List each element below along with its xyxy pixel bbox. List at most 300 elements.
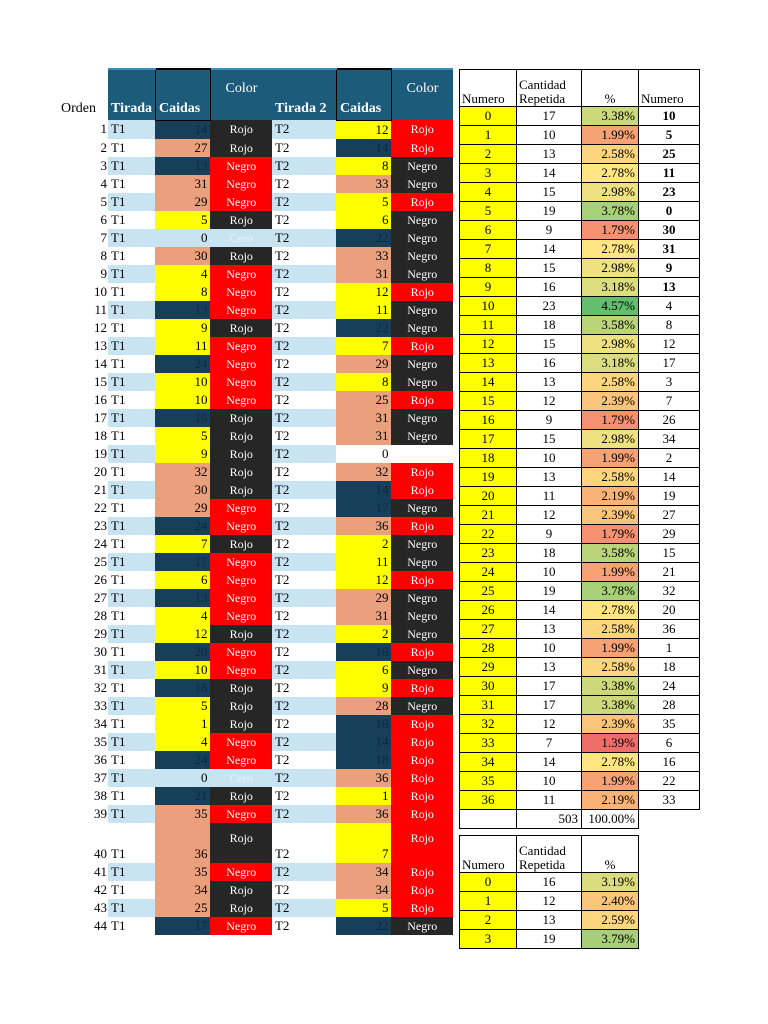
caidas-2-cell: 22 — [336, 229, 391, 247]
orden-cell: 35 — [94, 733, 107, 749]
numero-cell: 0 — [460, 107, 517, 126]
cantidad-cell: 16 — [517, 278, 582, 297]
numero-2-cell: 7 — [639, 392, 700, 411]
orden-cell: 36 — [94, 751, 107, 767]
cantidad-cell: 18 — [517, 544, 582, 563]
color-cell: Negro — [210, 337, 272, 355]
percent-cell: 3.18% — [582, 278, 639, 297]
color-cell: Negro — [210, 661, 272, 679]
tirada-2-cell: T2 — [272, 733, 337, 751]
color-2-cell: Negro — [391, 499, 453, 517]
orden-cell: 13 — [94, 337, 107, 353]
color-cell: Rojo — [210, 625, 272, 643]
color-cell: Negro — [210, 863, 272, 881]
numero-2-cell: 30 — [639, 221, 700, 240]
percent-cell: 1.39% — [582, 734, 639, 753]
caidas-cell: 6 — [155, 571, 210, 589]
orden-cell: 10 — [94, 283, 107, 299]
color-2-cell: Rojo — [391, 463, 453, 481]
cantidad-cell: 18 — [517, 316, 582, 335]
tirada-cell: T1 — [108, 409, 155, 427]
color-2-cell: Rojo — [391, 391, 453, 409]
orden-cell: 29 — [94, 625, 107, 641]
tirada-2-cell: T2 — [272, 679, 337, 697]
orden-cell: 37 — [94, 769, 107, 785]
color-2-cell: Rojo — [391, 139, 453, 157]
orden-cell: 14 — [94, 355, 107, 371]
tirada-cell: T1 — [108, 733, 155, 751]
cantidad-cell: 9 — [517, 411, 582, 430]
color-2-cell: Negro — [391, 373, 453, 391]
numero-cell: 18 — [460, 449, 517, 468]
orden-cell: 20 — [94, 463, 107, 479]
cantidad-cell: 10 — [517, 563, 582, 582]
cantidad-cell: 15 — [517, 335, 582, 354]
caidas-cell: 36 — [155, 823, 210, 863]
tirada-cell: T1 — [108, 535, 155, 553]
caidas-2-cell: 31 — [336, 409, 391, 427]
tirada-cell: T1 — [108, 445, 155, 463]
percent-cell: 2.58% — [582, 373, 639, 392]
orden-cell: 23 — [94, 517, 107, 533]
table-row — [460, 183, 700, 202]
numero-cell: 0 — [460, 873, 517, 892]
orden-cell: 32 — [94, 679, 107, 695]
tirada-cell: T1 — [108, 391, 155, 409]
orden-cell: 27 — [94, 589, 107, 605]
caidas-cell: 7 — [155, 535, 210, 553]
numero-2-cell: 36 — [639, 620, 700, 639]
caidas-2-cell: 34 — [336, 863, 391, 881]
orden-cell: 18 — [94, 427, 107, 443]
caidas-cell: 10 — [155, 661, 210, 679]
numero-cell: 3 — [460, 930, 517, 949]
caidas-2-cell: 33 — [336, 247, 391, 265]
caidas-cell: 11 — [155, 337, 210, 355]
tirada-2-cell: T2 — [272, 120, 337, 139]
color-cell: Negro — [210, 499, 272, 517]
tirada-cell: T1 — [108, 499, 155, 517]
color-cell: Negro — [210, 517, 272, 535]
color-cell: Rojo — [210, 697, 272, 715]
frequency-table-2 — [459, 835, 639, 949]
tirada-2-cell: T2 — [272, 391, 337, 409]
caidas-2-cell: 25 — [336, 391, 391, 409]
caidas-2-cell: 2 — [336, 625, 391, 643]
color-2-cell: Rojo — [391, 863, 453, 881]
table-row — [460, 297, 700, 316]
orden-cell: 42 — [94, 881, 107, 897]
frequency-body-2 — [460, 873, 639, 949]
tirada-2-cell: T2 — [272, 823, 337, 863]
tirada-2-cell: T2 — [272, 427, 337, 445]
cantidad-cell: 16 — [517, 354, 582, 373]
table-row — [460, 658, 700, 677]
cantidad-cell: 17 — [517, 696, 582, 715]
numero-2-cell: 10 — [639, 107, 700, 126]
orden-cell: 15 — [94, 373, 107, 389]
table-row — [460, 126, 700, 145]
percent-cell: 3.78% — [582, 582, 639, 601]
tirada-2-cell: T2 — [272, 881, 337, 899]
caidas-cell: 13 — [155, 157, 210, 175]
orden-cell: 41 — [94, 863, 107, 879]
tirada-2-cell: T2 — [272, 535, 337, 553]
cantidad-cell: 14 — [517, 601, 582, 620]
caidas-cell: 10 — [155, 373, 210, 391]
cantidad-cell: 13 — [517, 468, 582, 487]
caidas-cell: 25 — [155, 899, 210, 917]
tirada-2-cell: T2 — [272, 751, 337, 769]
caidas-cell: 13 — [155, 301, 210, 319]
table-row — [58, 193, 453, 211]
color-2-cell: Negro — [391, 211, 453, 229]
tirada-2-cell: T2 — [272, 409, 337, 427]
color-cell: Rojo — [210, 679, 272, 697]
table-row — [58, 517, 453, 535]
header-cantidad: Cantidad Repetida — [517, 836, 582, 873]
total-blank — [460, 810, 517, 829]
numero-cell: 11 — [460, 316, 517, 335]
numero-cell: 33 — [460, 734, 517, 753]
table-row — [58, 139, 453, 157]
numero-2-cell: 35 — [639, 715, 700, 734]
caidas-2-cell: 9 — [336, 679, 391, 697]
color-cell: Rojo — [210, 535, 272, 553]
caidas-2-cell: 11 — [336, 553, 391, 571]
numero-2-cell: 5 — [639, 126, 700, 145]
orden-cell: 43 — [94, 899, 107, 915]
table-row — [460, 392, 700, 411]
numero-cell: 6 — [460, 221, 517, 240]
percent-cell: 2.58% — [582, 145, 639, 164]
table-row — [58, 157, 453, 175]
orden-cell: 7 — [100, 229, 107, 245]
tirada-2-cell: T2 — [272, 517, 337, 535]
table-row — [58, 391, 453, 409]
numero-cell: 4 — [460, 183, 517, 202]
header-percent: % — [582, 70, 639, 107]
table-row — [460, 525, 700, 544]
table-row — [460, 411, 700, 430]
percent-cell: 2.39% — [582, 715, 639, 734]
total-row — [460, 810, 700, 829]
table-row — [460, 873, 639, 892]
color-2-cell — [391, 445, 453, 463]
caidas-2-cell: 14 — [336, 481, 391, 499]
color-cell: Rojo — [210, 120, 272, 139]
color-2-cell: Rojo — [391, 881, 453, 899]
color-2-cell: Negro — [391, 301, 453, 319]
caidas-cell: 12 — [155, 625, 210, 643]
numero-cell: 3 — [460, 164, 517, 183]
header-caidas-2: Caidas — [336, 69, 391, 120]
percent-cell: 4.57% — [582, 297, 639, 316]
color-cell: Rojo — [210, 463, 272, 481]
caidas-2-cell: 6 — [336, 661, 391, 679]
table-row — [58, 337, 453, 355]
numero-cell: 20 — [460, 487, 517, 506]
numero-cell: 5 — [460, 202, 517, 221]
numero-cell: 13 — [460, 354, 517, 373]
orden-cell: 3 — [100, 157, 107, 173]
color-2-cell: Negro — [391, 157, 453, 175]
total-percent: 100.00% — [582, 810, 639, 829]
table-row — [460, 892, 639, 911]
color-2-cell: Rojo — [391, 787, 453, 805]
caidas-2-cell: 14 — [336, 733, 391, 751]
table-row — [58, 409, 453, 427]
caidas-cell: 16 — [155, 409, 210, 427]
percent-cell: 2.59% — [582, 911, 639, 930]
cantidad-cell: 19 — [517, 202, 582, 221]
tirada-2-cell: T2 — [272, 805, 337, 823]
cantidad-cell: 9 — [517, 221, 582, 240]
caidas-2-cell: 12 — [336, 120, 391, 139]
tirada-2-cell: T2 — [272, 337, 337, 355]
color-cell: Rojo — [210, 787, 272, 805]
tirada-cell: T1 — [108, 517, 155, 535]
table-row — [58, 589, 453, 607]
tirada-2-cell: T2 — [272, 499, 337, 517]
percent-cell: 3.38% — [582, 696, 639, 715]
color-2-cell: Negro — [391, 917, 453, 935]
caidas-cell: 4 — [155, 607, 210, 625]
cantidad-cell: 11 — [517, 487, 582, 506]
color-2-cell: Rojo — [391, 769, 453, 787]
tirada-cell: T1 — [108, 589, 155, 607]
cantidad-cell: 7 — [517, 734, 582, 753]
table-row — [460, 544, 700, 563]
tirada-cell: T1 — [108, 463, 155, 481]
tirada-2-cell: T2 — [272, 355, 337, 373]
color-cell: Negro — [210, 355, 272, 373]
table-row — [58, 607, 453, 625]
numero-2-cell: 17 — [639, 354, 700, 373]
numero-2-cell: 34 — [639, 430, 700, 449]
color-cell: Negro — [210, 391, 272, 409]
tirada-cell: T1 — [108, 697, 155, 715]
numero-cell: 15 — [460, 392, 517, 411]
tirada-2-cell: T2 — [272, 265, 337, 283]
caidas-2-cell: 11 — [336, 301, 391, 319]
percent-cell: 1.79% — [582, 221, 639, 240]
cantidad-cell: 13 — [517, 620, 582, 639]
tirada-cell: T1 — [108, 211, 155, 229]
caidas-cell: 21 — [155, 787, 210, 805]
caidas-cell: 24 — [155, 517, 210, 535]
table-row — [460, 677, 700, 696]
orden-cell: 21 — [94, 481, 107, 497]
orden-cell: 33 — [94, 697, 107, 713]
caidas-2-cell: 16 — [336, 643, 391, 661]
tirada-cell: T1 — [108, 787, 155, 805]
table-row — [58, 229, 453, 247]
orden-cell: 19 — [94, 445, 107, 461]
tirada-cell: T1 — [108, 283, 155, 301]
color-cell: Rojo — [210, 247, 272, 265]
cantidad-cell: 10 — [517, 639, 582, 658]
tirada-2-cell: T2 — [272, 607, 337, 625]
caidas-cell: 14 — [155, 120, 210, 139]
header-numero-2: Numero — [639, 70, 700, 107]
cantidad-cell: 15 — [517, 259, 582, 278]
tirada-cell: T1 — [108, 571, 155, 589]
table-row — [460, 487, 700, 506]
table-row — [58, 283, 453, 301]
tirada-2-cell: T2 — [272, 211, 337, 229]
color-cell: Rojo — [210, 427, 272, 445]
numero-2-cell: 19 — [639, 487, 700, 506]
caidas-cell: 9 — [155, 319, 210, 337]
table-row — [460, 620, 700, 639]
color-2-cell: Rojo — [391, 571, 453, 589]
cantidad-cell: 12 — [517, 715, 582, 734]
cantidad-cell: 12 — [517, 892, 582, 911]
caidas-2-cell: 22 — [336, 319, 391, 337]
cantidad-cell: 13 — [517, 911, 582, 930]
table-row — [58, 175, 453, 193]
numero-cell: 16 — [460, 411, 517, 430]
orden-cell: 28 — [94, 607, 107, 623]
percent-cell: 2.98% — [582, 259, 639, 278]
color-cell: Negro — [210, 553, 272, 571]
color-cell: Negro — [210, 751, 272, 769]
tirada-2-cell: T2 — [272, 571, 337, 589]
table-row — [460, 506, 700, 525]
caidas-cell: 34 — [155, 881, 210, 899]
caidas-2-cell: 28 — [336, 697, 391, 715]
tirada-2-cell: T2 — [272, 373, 337, 391]
numero-cell: 36 — [460, 791, 517, 810]
tirada-cell: T1 — [108, 679, 155, 697]
tirada-2-cell: T2 — [272, 445, 337, 463]
caidas-2-cell: 12 — [336, 283, 391, 301]
percent-cell: 2.58% — [582, 468, 639, 487]
caidas-cell: 17 — [155, 917, 210, 935]
cantidad-cell: 10 — [517, 449, 582, 468]
header-color-2: Color — [391, 69, 453, 120]
tirada-cell: T1 — [108, 301, 155, 319]
orden-cell: 24 — [94, 535, 107, 551]
numero-cell: 21 — [460, 506, 517, 525]
color-2-cell: Negro — [391, 607, 453, 625]
tirada-2-cell: T2 — [272, 157, 337, 175]
caidas-cell: 27 — [155, 139, 210, 157]
cantidad-cell: 14 — [517, 753, 582, 772]
frequency-table — [459, 69, 700, 829]
header-cantidad: Cantidad Repetida — [517, 70, 582, 107]
caidas-2-cell: 31 — [336, 607, 391, 625]
numero-2-cell: 8 — [639, 316, 700, 335]
color-2-cell: Negro — [391, 355, 453, 373]
tirada-cell: T1 — [108, 607, 155, 625]
numero-2-cell: 6 — [639, 734, 700, 753]
table-row — [460, 145, 700, 164]
color-2-cell: Negro — [391, 175, 453, 193]
tirada-cell: T1 — [108, 917, 155, 935]
cantidad-cell: 9 — [517, 525, 582, 544]
color-2-cell: Negro — [391, 553, 453, 571]
percent-cell: 1.79% — [582, 525, 639, 544]
color-cell: Rojo — [210, 899, 272, 917]
caidas-cell: 30 — [155, 481, 210, 499]
table-row — [460, 449, 700, 468]
numero-cell: 1 — [460, 892, 517, 911]
numero-cell: 24 — [460, 563, 517, 582]
percent-cell: 1.99% — [582, 563, 639, 582]
caidas-2-cell: 22 — [336, 917, 391, 935]
orden-cell: 22 — [94, 499, 107, 515]
caidas-cell: 24 — [155, 355, 210, 373]
tirada-cell: T1 — [108, 661, 155, 679]
caidas-2-cell: 5 — [336, 193, 391, 211]
table-row — [58, 787, 453, 805]
table-row — [58, 427, 453, 445]
table-row — [460, 601, 700, 620]
header-numero: Numero — [460, 70, 517, 107]
cantidad-cell: 19 — [517, 582, 582, 601]
caidas-cell: 8 — [155, 283, 210, 301]
numero-cell: 35 — [460, 772, 517, 791]
caidas-cell: 35 — [155, 863, 210, 881]
color-2-cell: Rojo — [391, 715, 453, 733]
table-row — [58, 769, 453, 787]
table-row — [58, 211, 453, 229]
header-color: Color — [210, 69, 272, 120]
tirada-2-cell: T2 — [272, 319, 337, 337]
numero-2-cell: 4 — [639, 297, 700, 316]
tirada-cell: T1 — [108, 863, 155, 881]
color-2-cell: Rojo — [391, 823, 453, 863]
percent-cell: 2.78% — [582, 164, 639, 183]
numero-2-cell: 21 — [639, 563, 700, 582]
caidas-2-cell: 8 — [336, 373, 391, 391]
table-row — [460, 278, 700, 297]
orden-cell: 2 — [100, 139, 107, 155]
table-row — [460, 715, 700, 734]
numero-2-cell: 20 — [639, 601, 700, 620]
header-orden: Orden — [58, 69, 108, 120]
numero-cell: 31 — [460, 696, 517, 715]
table-row — [460, 107, 700, 126]
percent-cell: 3.58% — [582, 316, 639, 335]
tirada-cell: T1 — [108, 265, 155, 283]
color-2-cell: Rojo — [391, 733, 453, 751]
percent-cell: 3.19% — [582, 873, 639, 892]
caidas-2-cell: 33 — [336, 175, 391, 193]
table-row — [58, 120, 453, 139]
color-2-cell: Negro — [391, 589, 453, 607]
percent-cell: 2.19% — [582, 791, 639, 810]
color-cell: Rojo — [210, 823, 272, 863]
tirada-2-cell: T2 — [272, 863, 337, 881]
color-cell: Negro — [210, 733, 272, 751]
tirada-2-cell: T2 — [272, 661, 337, 679]
tiradas-table — [58, 68, 453, 935]
orden-cell: 25 — [94, 553, 107, 569]
table-row — [58, 247, 453, 265]
color-cell: Negro — [210, 265, 272, 283]
table-row — [460, 240, 700, 259]
table-row — [460, 911, 639, 930]
color-2-cell: Rojo — [391, 481, 453, 499]
cantidad-cell: 12 — [517, 506, 582, 525]
caidas-cell: 4 — [155, 733, 210, 751]
color-cell: Negro — [210, 175, 272, 193]
orden-cell: 26 — [94, 571, 107, 587]
cantidad-cell: 12 — [517, 392, 582, 411]
